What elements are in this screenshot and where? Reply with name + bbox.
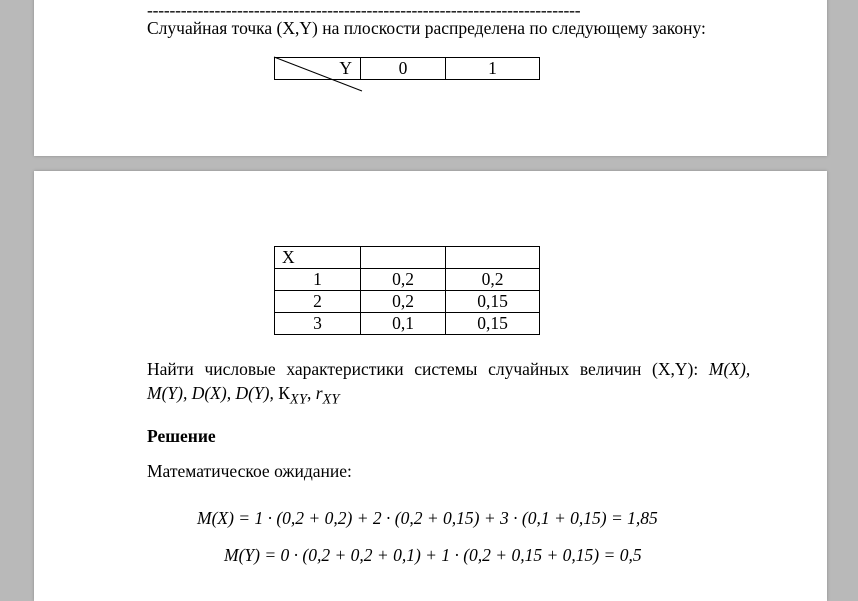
- math-my: M(Y),: [147, 383, 188, 403]
- table-row: [275, 313, 540, 335]
- table-row: [275, 269, 540, 291]
- table-cell: [361, 247, 446, 269]
- table-cell: 1: [275, 269, 361, 291]
- y-label-cell: Y: [275, 58, 361, 80]
- distribution-table-body: [274, 246, 540, 335]
- table-row: [275, 58, 540, 80]
- table-cell: 3: [275, 313, 361, 335]
- table-row: [275, 291, 540, 313]
- solution-heading: Решение: [147, 426, 216, 446]
- math-dy: D(Y),: [235, 383, 274, 403]
- document-page-2: [34, 171, 827, 601]
- table-cell: 0,2: [361, 269, 446, 291]
- table-cell: 0,2: [361, 291, 446, 313]
- math-expectation-label: Математическое ожидание:: [147, 461, 352, 481]
- table-cell: 0,15: [446, 291, 540, 313]
- table-cell: 1: [446, 58, 540, 80]
- separator-line: -----------------------------------------------------------------------------: [147, 0, 581, 20]
- table-cell: 0,15: [446, 313, 540, 335]
- table-cell: 2: [275, 291, 361, 313]
- table-cell: 0,1: [361, 313, 446, 335]
- task-text-line-2: [147, 383, 340, 410]
- math-mx: M(X),: [708, 359, 751, 379]
- document-page-1: [34, 0, 827, 156]
- formula-mx: M(X) = 1 · (0,2 + 0,2) + 2 · (0,2 + 0,15) + 3 · (0,1 + 0,15) = 1,85: [197, 508, 658, 528]
- x-label-cell: X: [275, 247, 361, 269]
- task-text: Найти числовые характеристики системы случайных величин (X,Y):: [147, 359, 709, 379]
- math-kxy: $К_{XY}$,: [278, 383, 312, 408]
- task-text-line-1: [147, 359, 750, 379]
- table-cell: 0,2: [446, 269, 540, 291]
- math-dx: D(X),: [191, 383, 232, 403]
- math-rxy: $r_{XY}$: [315, 383, 340, 408]
- table-row: [275, 247, 540, 269]
- intro-text: Случайная точка (X,Y) на плоскости распределена по следующему закону:: [147, 18, 706, 38]
- table-cell: [446, 247, 540, 269]
- table-cell: 0: [361, 58, 446, 80]
- formula-my: M(Y) = 0 · (0,2 + 0,2 + 0,1) + 1 · (0,2 + 0,15 + 0,15) = 0,5: [224, 545, 642, 565]
- distribution-table-header: [274, 57, 540, 80]
